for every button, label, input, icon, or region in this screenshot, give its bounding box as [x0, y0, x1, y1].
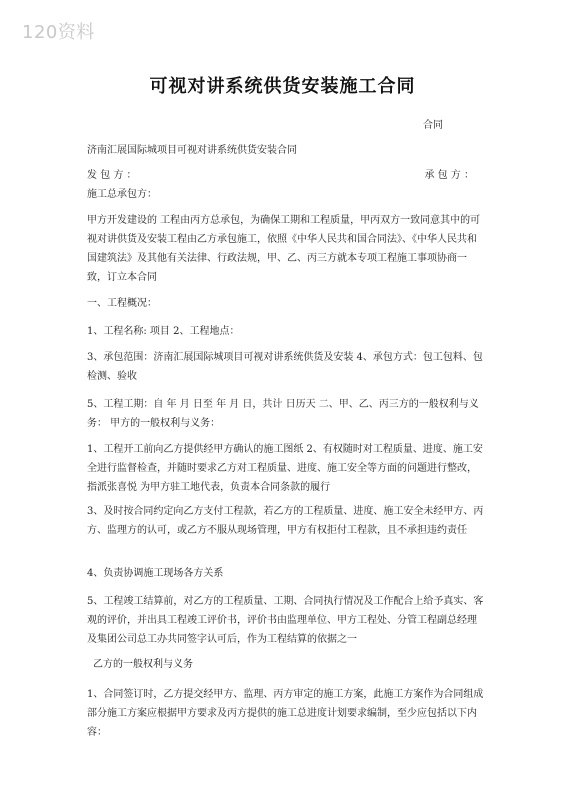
project-name: 济南汇展国际城项目可视对讲系统供货安装合同 [87, 145, 297, 156]
party-b-duty-1: 1、合同签订时，乙方提交经甲方、监理、丙方审定的施工方案，此施工方案作为合同组成部分施工方案应根据甲方要求及丙方提供的施工总进度计划要求编制，至少应包括以下内容： [87, 689, 484, 738]
party-b-label: 承 包 方 ： [424, 170, 474, 181]
document-title: 可视对讲系统供货安装施工合同 [149, 76, 416, 97]
section-1-heading: 一、工程概况： [87, 298, 157, 309]
party-a-duty-5: 5、工程竣工结算前，对乙方的工程质量、工期、合同执行情况及工作配合上给予真实、客观的评价，并出具工程竣工评价书，评价书由监理单位、甲方工程处、分管工程副总经理及集团公司总工办共同签字认可后，作为工程结算的依据之一 [87, 596, 484, 645]
item-3-scope: 3、承包范围：济南汇展国际城项目可视对讲系统供货及安装 4、承包方式：包工包料、包检测、验收 [87, 352, 483, 382]
item-1-project-name: 1、工程名称: 项目 2、工程地点： [87, 326, 240, 337]
general-contractor-label: 施工总承包方： [87, 189, 157, 200]
item-5-schedule: 5、工程工期：自 年 月 日至 年 月 日，共计 日历天 二、甲、乙、丙三方的一般权利与义务： 甲方的一般权利与义务： [87, 399, 479, 429]
party-a-duty-4: 4、负责协调施工现场各方关系 [87, 568, 224, 579]
watermark-logo: 120资料 [22, 22, 95, 43]
party-b-heading: 乙方的一般权利与义务 [93, 659, 193, 670]
document-label: 合同 [423, 120, 443, 131]
intro-paragraph: 甲方开发建设的 工程由丙方总承包，为确保工期和工程质量，甲丙双方一致同意其中的可视对讲供货及安装工程由乙方承包施工，依照《中华人民共和国合同法》、《中华人民共和国建筑法》及其他有关法律、行政法规，甲、乙、丙三方就本专项工程施工事项协商一致，订立本合同 [87, 215, 481, 283]
party-a-label: 发 包 方 ： [87, 170, 137, 181]
parties-row [87, 166, 484, 185]
party-a-duty-1: 1、工程开工前向乙方提供经甲方确认的施工图纸 2、有权随时对工程质量、进度、施工安全进行监督检查，并随时要求乙方对工程质量、进度、施工安全等方面的问题进行整改，指派张喜悦 为甲方驻工地代表，负责本合同条款的履行 [87, 444, 483, 493]
party-a-duty-3: 3、及时按合同约定向乙方支付工程款，若乙方的工程质量、进度、施工安全未经甲方、丙方、监理方的认可，或乙方不服从现场管理，甲方有权拒付工程款，且不承担违约责任 [87, 506, 484, 536]
